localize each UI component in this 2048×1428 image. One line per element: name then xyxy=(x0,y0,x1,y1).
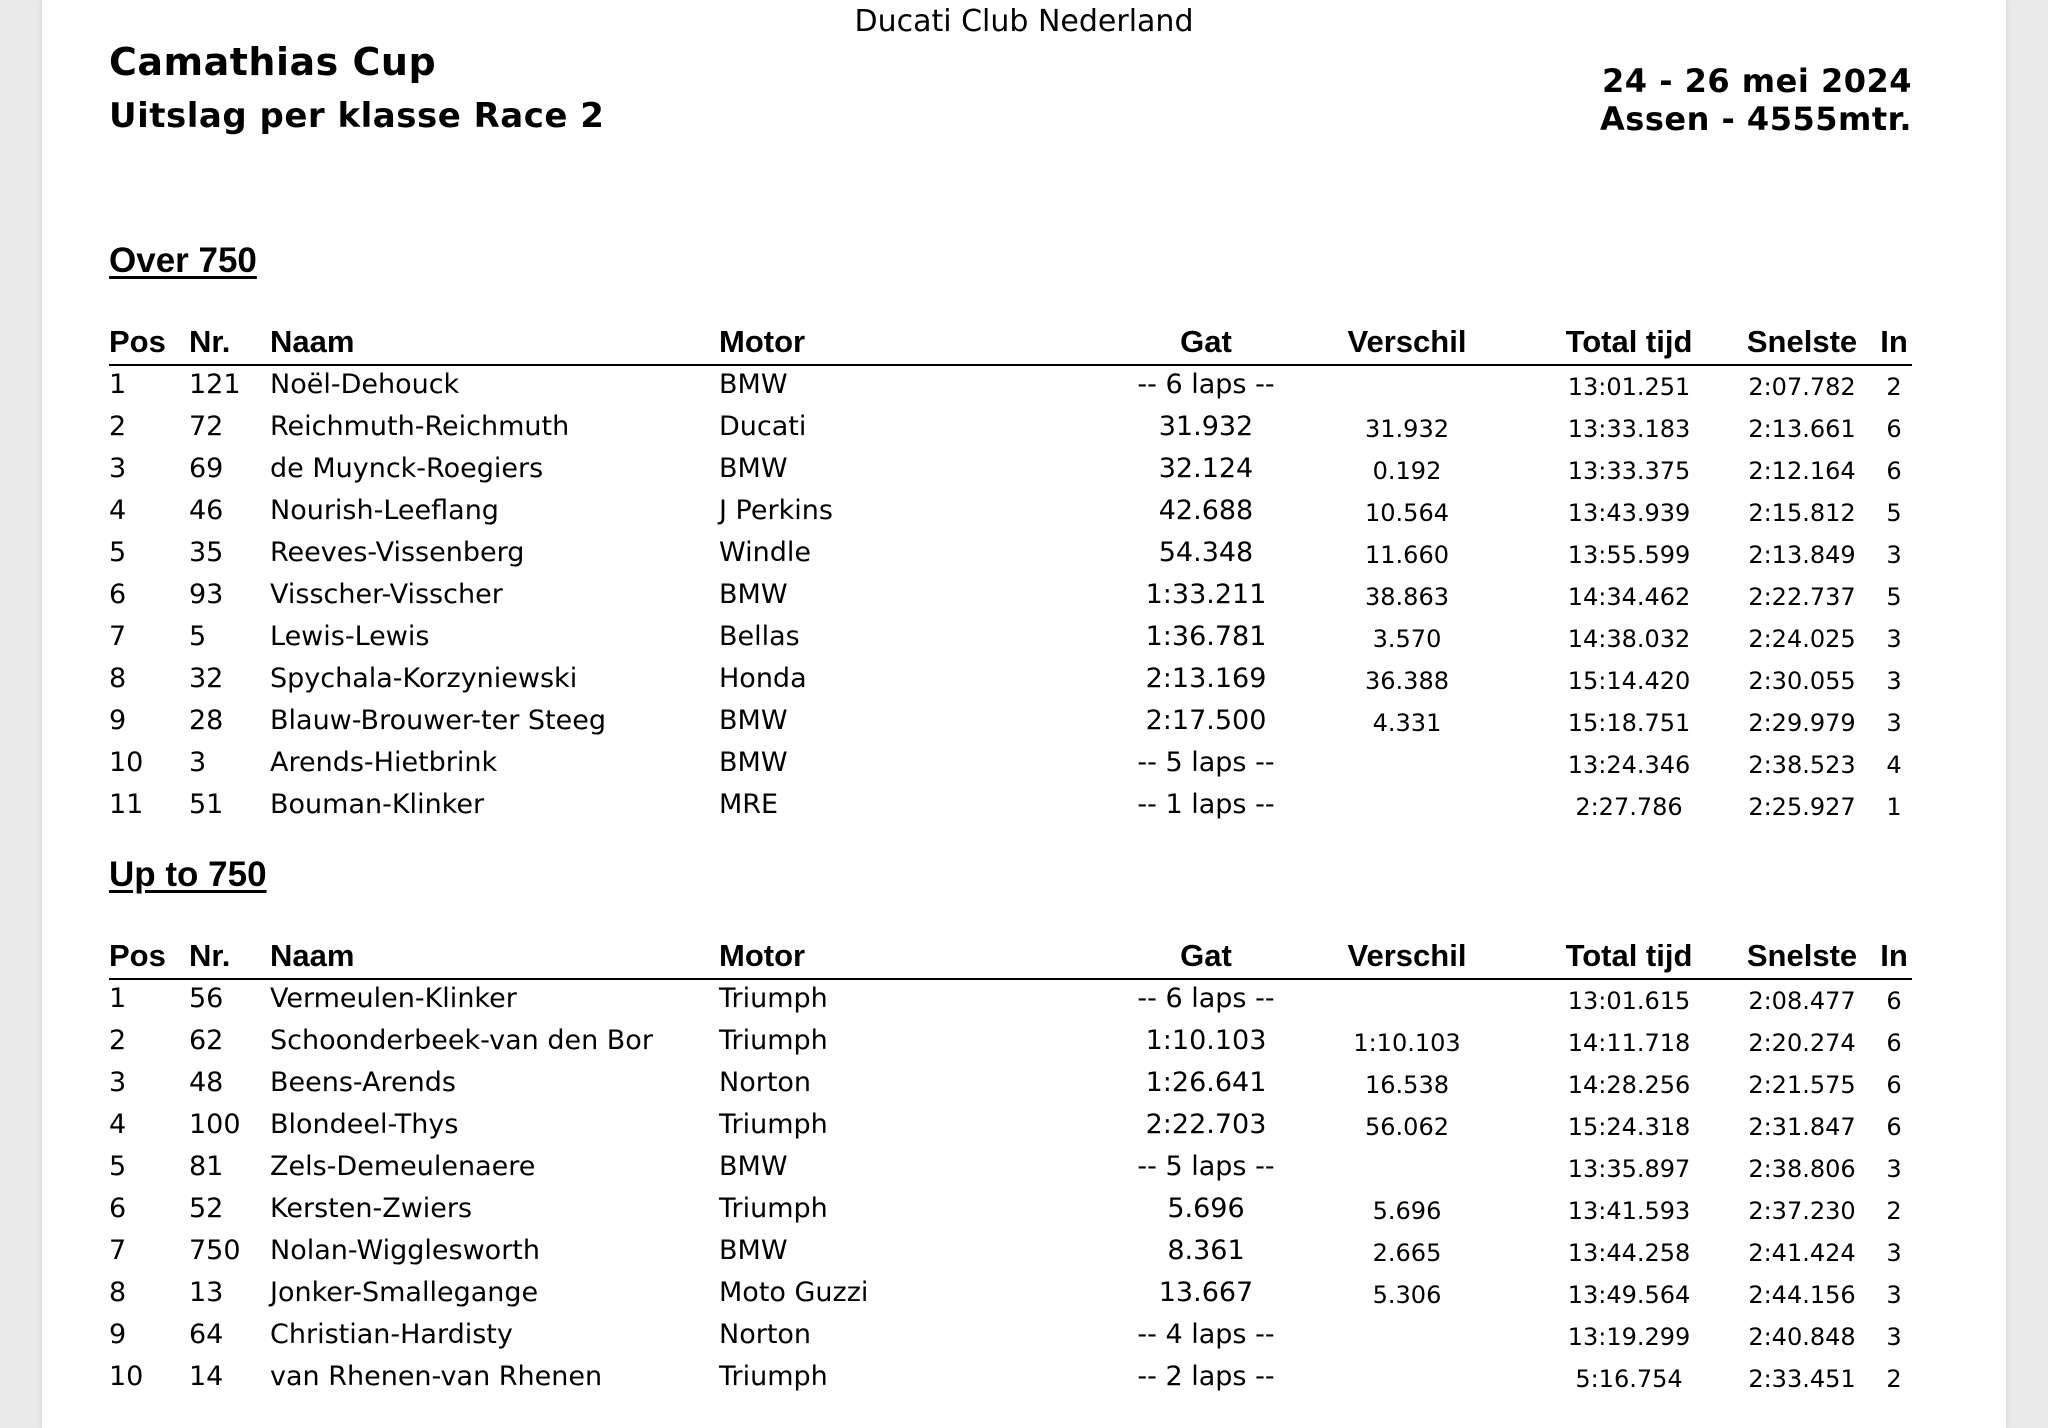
cell-gat: -- 6 laps -- xyxy=(1137,369,1275,400)
table-row xyxy=(109,660,1912,702)
cell-total: 13:49.564 xyxy=(1567,1281,1691,1309)
cell-nr: 93 xyxy=(189,579,224,610)
table-row xyxy=(109,1358,1912,1400)
class-section xyxy=(109,238,1912,828)
table-row xyxy=(109,786,1912,828)
event-date: 24 - 26 mei 2024 xyxy=(1602,62,1912,100)
cell-motor: Triumph xyxy=(719,1109,828,1140)
cell-naam: Zels-Demeulenaere xyxy=(270,1151,536,1182)
cell-snelste: 2:07.782 xyxy=(1748,373,1856,401)
cell-in: 6 xyxy=(1886,457,1902,485)
cell-snelste: 2:29.979 xyxy=(1748,709,1856,737)
cell-nr: 3 xyxy=(189,747,207,778)
table-row xyxy=(109,1148,1912,1190)
cell-naam: Jonker-Smallegange xyxy=(270,1277,539,1308)
cell-nr: 51 xyxy=(189,789,224,820)
cell-in: 3 xyxy=(1886,709,1902,737)
cell-motor: Norton xyxy=(719,1067,812,1098)
cell-in: 6 xyxy=(1886,1071,1902,1099)
cell-total: 13:33.375 xyxy=(1567,457,1691,485)
table-row xyxy=(109,980,1912,1022)
cell-nr: 56 xyxy=(189,983,224,1014)
cell-gat: -- 5 laps -- xyxy=(1137,1151,1275,1182)
cell-pos: 9 xyxy=(109,1319,127,1350)
section-title: Over 750 xyxy=(109,241,257,280)
cell-motor: Triumph xyxy=(719,1193,828,1224)
cell-naam: van Rhenen-van Rhenen xyxy=(270,1361,603,1392)
cell-pos: 2 xyxy=(109,411,127,442)
cell-pos: 8 xyxy=(109,663,127,694)
cell-verschil: 31.932 xyxy=(1365,415,1449,443)
cell-naam: Blauw-Brouwer-ter Steeg xyxy=(270,705,606,736)
cell-snelste: 2:41.424 xyxy=(1748,1239,1856,1267)
cell-in: 4 xyxy=(1886,751,1902,779)
cell-total: 13:33.183 xyxy=(1567,415,1691,443)
cell-snelste: 2:37.230 xyxy=(1748,1197,1856,1225)
column-header-snelste: Snelste xyxy=(1746,324,1858,359)
cell-snelste: 2:40.848 xyxy=(1748,1323,1856,1351)
cell-naam: Arends-Hietbrink xyxy=(270,747,498,778)
cell-in: 6 xyxy=(1886,1113,1902,1141)
cell-in: 3 xyxy=(1886,625,1902,653)
cell-naam: Nolan-Wigglesworth xyxy=(270,1235,540,1266)
cell-snelste: 2:25.927 xyxy=(1748,793,1856,821)
table-row xyxy=(109,366,1912,408)
table-header xyxy=(109,322,1912,366)
cell-verschil: 2.665 xyxy=(1372,1239,1442,1267)
cell-nr: 52 xyxy=(189,1193,224,1224)
table-row xyxy=(109,534,1912,576)
cell-pos: 10 xyxy=(109,747,144,778)
section-title: Up to 750 xyxy=(109,855,267,894)
cell-naam: Visscher-Visscher xyxy=(270,579,503,610)
column-header-naam: Naam xyxy=(270,324,355,359)
cell-naam: Kersten-Zwiers xyxy=(270,1193,473,1224)
cell-in: 2 xyxy=(1886,1197,1902,1225)
cell-gat: 42.688 xyxy=(1158,495,1254,526)
cell-snelste: 2:20.274 xyxy=(1748,1029,1856,1057)
cell-gat: -- 1 laps -- xyxy=(1137,789,1275,820)
table-row xyxy=(109,744,1912,786)
cell-naam: Christian-Hardisty xyxy=(270,1319,513,1350)
cell-pos: 10 xyxy=(109,1361,144,1392)
cell-total: 13:55.599 xyxy=(1567,541,1691,569)
cell-motor: Norton xyxy=(719,1319,812,1350)
cell-naam: Reichmuth-Reichmuth xyxy=(270,411,570,442)
cell-verschil: 10.564 xyxy=(1365,499,1449,527)
cell-in: 3 xyxy=(1886,1281,1902,1309)
class-section xyxy=(109,852,1912,1400)
column-header-gat: Gat xyxy=(1180,938,1232,973)
cell-pos: 2 xyxy=(109,1025,127,1056)
table-row xyxy=(109,1190,1912,1232)
cell-gat: 1:33.211 xyxy=(1145,579,1267,610)
cell-snelste: 2:38.806 xyxy=(1748,1155,1856,1183)
table-row xyxy=(109,702,1912,744)
cell-pos: 1 xyxy=(109,983,127,1014)
cell-snelste: 2:15.812 xyxy=(1748,499,1856,527)
column-header-nr: Nr. xyxy=(189,938,231,973)
cell-verschil: 5.696 xyxy=(1372,1197,1442,1225)
cell-verschil: 11.660 xyxy=(1365,541,1449,569)
cell-naam: Lewis-Lewis xyxy=(270,621,430,652)
cell-naam: Spychala-Korzyniewski xyxy=(270,663,578,694)
cell-total: 14:38.032 xyxy=(1567,625,1691,653)
table-row xyxy=(109,1274,1912,1316)
cell-motor: BMW xyxy=(719,453,788,484)
cell-nr: 750 xyxy=(189,1235,241,1266)
cell-motor: Honda xyxy=(719,663,807,694)
table-row xyxy=(109,492,1912,534)
cell-nr: 28 xyxy=(189,705,224,736)
cell-naam: Beens-Arends xyxy=(270,1067,456,1098)
cell-nr: 81 xyxy=(189,1151,224,1182)
cell-gat: -- 6 laps -- xyxy=(1137,983,1275,1014)
cell-motor: BMW xyxy=(719,369,788,400)
column-header-total: Total tijd xyxy=(1565,938,1693,973)
cell-pos: 1 xyxy=(109,369,127,400)
cell-motor: BMW xyxy=(719,747,788,778)
cell-nr: 35 xyxy=(189,537,224,568)
table-row xyxy=(109,1106,1912,1148)
cell-pos: 7 xyxy=(109,1235,127,1266)
cell-snelste: 2:13.661 xyxy=(1748,415,1856,443)
cell-in: 2 xyxy=(1886,1365,1902,1393)
cell-gat: 8.361 xyxy=(1167,1235,1245,1266)
cell-motor: Bellas xyxy=(719,621,800,652)
column-header-snelste: Snelste xyxy=(1746,938,1858,973)
table-row xyxy=(109,618,1912,660)
cell-total: 13:01.615 xyxy=(1567,987,1691,1015)
cell-naam: Bouman-Klinker xyxy=(270,789,485,820)
cell-total: 15:18.751 xyxy=(1567,709,1691,737)
cell-in: 2 xyxy=(1886,373,1902,401)
cell-pos: 11 xyxy=(109,789,144,820)
cell-in: 6 xyxy=(1886,987,1902,1015)
table-row xyxy=(109,1316,1912,1358)
cell-in: 6 xyxy=(1886,1029,1902,1057)
cell-naam: de Muynck-Roegiers xyxy=(270,453,544,484)
cell-motor: Ducati xyxy=(719,411,807,442)
cell-gat: 32.124 xyxy=(1158,453,1254,484)
club-name: Ducati Club Nederland xyxy=(854,4,1194,39)
table-row xyxy=(109,1022,1912,1064)
cell-snelste: 2:38.523 xyxy=(1748,751,1856,779)
cell-pos: 3 xyxy=(109,1067,127,1098)
cell-pos: 6 xyxy=(109,579,127,610)
cell-naam: Schoonderbeek-van den Bor xyxy=(270,1025,653,1056)
cell-gat: 13.667 xyxy=(1158,1277,1254,1308)
cell-nr: 13 xyxy=(189,1277,224,1308)
cell-verschil: 1:10.103 xyxy=(1353,1029,1461,1057)
cell-naam: Vermeulen-Klinker xyxy=(270,983,517,1014)
cell-verschil: 36.388 xyxy=(1365,667,1449,695)
cell-naam: Reeves-Vissenberg xyxy=(270,537,525,568)
cell-total: 13:01.251 xyxy=(1567,373,1691,401)
cell-motor: BMW xyxy=(719,579,788,610)
cell-gat: 1:26.641 xyxy=(1145,1067,1267,1098)
cell-verschil: 38.863 xyxy=(1365,583,1449,611)
column-header-naam: Naam xyxy=(270,938,355,973)
cell-snelste: 2:33.451 xyxy=(1748,1365,1856,1393)
cell-motor: J Perkins xyxy=(719,495,833,526)
event-subtitle: Uitslag per klasse Race 2 xyxy=(109,96,605,136)
cell-total: 13:35.897 xyxy=(1567,1155,1691,1183)
cell-nr: 14 xyxy=(189,1361,224,1392)
cell-total: 14:28.256 xyxy=(1567,1071,1691,1099)
cell-pos: 6 xyxy=(109,1193,127,1224)
cell-verschil: 16.538 xyxy=(1365,1071,1449,1099)
cell-total: 14:34.462 xyxy=(1567,583,1691,611)
table-row xyxy=(109,450,1912,492)
column-header-gat: Gat xyxy=(1180,324,1232,359)
cell-in: 3 xyxy=(1886,1155,1902,1183)
column-header-in: In xyxy=(1880,938,1908,973)
cell-gat: 54.348 xyxy=(1158,537,1254,568)
column-header-verschil: Verschil xyxy=(1347,938,1467,973)
cell-motor: BMW xyxy=(719,1235,788,1266)
cell-total: 14:11.718 xyxy=(1567,1029,1691,1057)
cell-nr: 64 xyxy=(189,1319,224,1350)
cell-nr: 69 xyxy=(189,453,224,484)
cell-naam: Blondeel-Thys xyxy=(270,1109,459,1140)
cell-snelste: 2:08.477 xyxy=(1748,987,1856,1015)
cell-pos: 4 xyxy=(109,1109,127,1140)
cell-pos: 4 xyxy=(109,495,127,526)
cell-nr: 72 xyxy=(189,411,224,442)
cell-total: 2:27.786 xyxy=(1575,793,1683,821)
cell-nr: 32 xyxy=(189,663,224,694)
cell-gat: 2:22.703 xyxy=(1145,1109,1267,1140)
cell-nr: 62 xyxy=(189,1025,224,1056)
table-row xyxy=(109,408,1912,450)
cell-motor: Triumph xyxy=(719,1361,828,1392)
cell-snelste: 2:30.055 xyxy=(1748,667,1856,695)
cell-nr: 48 xyxy=(189,1067,224,1098)
cell-in: 3 xyxy=(1886,541,1902,569)
cell-pos: 8 xyxy=(109,1277,127,1308)
cell-total: 13:19.299 xyxy=(1567,1323,1691,1351)
cell-snelste: 2:22.737 xyxy=(1748,583,1856,611)
cell-snelste: 2:12.164 xyxy=(1748,457,1856,485)
cell-total: 13:43.939 xyxy=(1567,499,1691,527)
cell-motor: BMW xyxy=(719,1151,788,1182)
cell-total: 13:41.593 xyxy=(1567,1197,1691,1225)
cell-verschil: 5.306 xyxy=(1372,1281,1442,1309)
cell-gat: 2:13.169 xyxy=(1145,663,1267,694)
column-header-motor: Motor xyxy=(719,938,806,973)
column-header-pos: Pos xyxy=(109,938,166,973)
cell-gat: 31.932 xyxy=(1158,411,1254,442)
cell-pos: 3 xyxy=(109,453,127,484)
cell-snelste: 2:44.156 xyxy=(1748,1281,1856,1309)
table-row xyxy=(109,576,1912,618)
cell-naam: Noël-Dehouck xyxy=(270,369,460,400)
column-header-motor: Motor xyxy=(719,324,806,359)
cell-snelste: 2:13.849 xyxy=(1748,541,1856,569)
column-header-in: In xyxy=(1880,324,1908,359)
event-venue: Assen - 4555mtr. xyxy=(1600,100,1912,138)
cell-snelste: 2:31.847 xyxy=(1748,1113,1856,1141)
cell-nr: 100 xyxy=(189,1109,241,1140)
cell-motor: Moto Guzzi xyxy=(719,1277,869,1308)
cell-verschil: 3.570 xyxy=(1372,625,1442,653)
event-title: Camathias Cup xyxy=(109,40,437,84)
column-header-nr: Nr. xyxy=(189,324,231,359)
cell-in: 6 xyxy=(1886,415,1902,443)
cell-gat: 1:10.103 xyxy=(1145,1025,1267,1056)
cell-motor: MRE xyxy=(719,789,779,820)
cell-gat: -- 5 laps -- xyxy=(1137,747,1275,778)
cell-in: 5 xyxy=(1886,583,1902,611)
cell-gat: 5.696 xyxy=(1167,1193,1245,1224)
cell-pos: 5 xyxy=(109,537,127,568)
table-row xyxy=(109,1232,1912,1274)
cell-naam: Nourish-Leeflang xyxy=(270,495,499,526)
table-header xyxy=(109,936,1912,980)
cell-total: 13:24.346 xyxy=(1567,751,1691,779)
column-header-verschil: Verschil xyxy=(1347,324,1467,359)
cell-total: 15:24.318 xyxy=(1567,1113,1691,1141)
cell-motor: Triumph xyxy=(719,1025,828,1056)
cell-in: 1 xyxy=(1886,793,1902,821)
cell-total: 13:44.258 xyxy=(1567,1239,1691,1267)
cell-motor: Windle xyxy=(719,537,811,568)
cell-motor: BMW xyxy=(719,705,788,736)
cell-total: 15:14.420 xyxy=(1567,667,1691,695)
table-row xyxy=(109,1064,1912,1106)
results-page xyxy=(42,0,2006,1428)
cell-pos: 9 xyxy=(109,705,127,736)
cell-nr: 5 xyxy=(189,621,207,652)
cell-verschil: 0.192 xyxy=(1372,457,1442,485)
cell-snelste: 2:24.025 xyxy=(1748,625,1856,653)
cell-in: 3 xyxy=(1886,1239,1902,1267)
cell-gat: 2:17.500 xyxy=(1145,705,1267,736)
cell-nr: 46 xyxy=(189,495,224,526)
cell-gat: -- 4 laps -- xyxy=(1137,1319,1275,1350)
cell-in: 3 xyxy=(1886,1323,1902,1351)
column-header-pos: Pos xyxy=(109,324,166,359)
cell-in: 5 xyxy=(1886,499,1902,527)
cell-nr: 121 xyxy=(189,369,241,400)
cell-snelste: 2:21.575 xyxy=(1748,1071,1856,1099)
cell-gat: 1:36.781 xyxy=(1145,621,1267,652)
cell-verschil: 4.331 xyxy=(1372,709,1442,737)
cell-pos: 7 xyxy=(109,621,127,652)
column-header-total: Total tijd xyxy=(1565,324,1693,359)
cell-verschil: 56.062 xyxy=(1365,1113,1449,1141)
cell-motor: Triumph xyxy=(719,983,828,1014)
cell-in: 3 xyxy=(1886,667,1902,695)
cell-pos: 5 xyxy=(109,1151,127,1182)
cell-total: 5:16.754 xyxy=(1575,1365,1683,1393)
cell-gat: -- 2 laps -- xyxy=(1137,1361,1275,1392)
